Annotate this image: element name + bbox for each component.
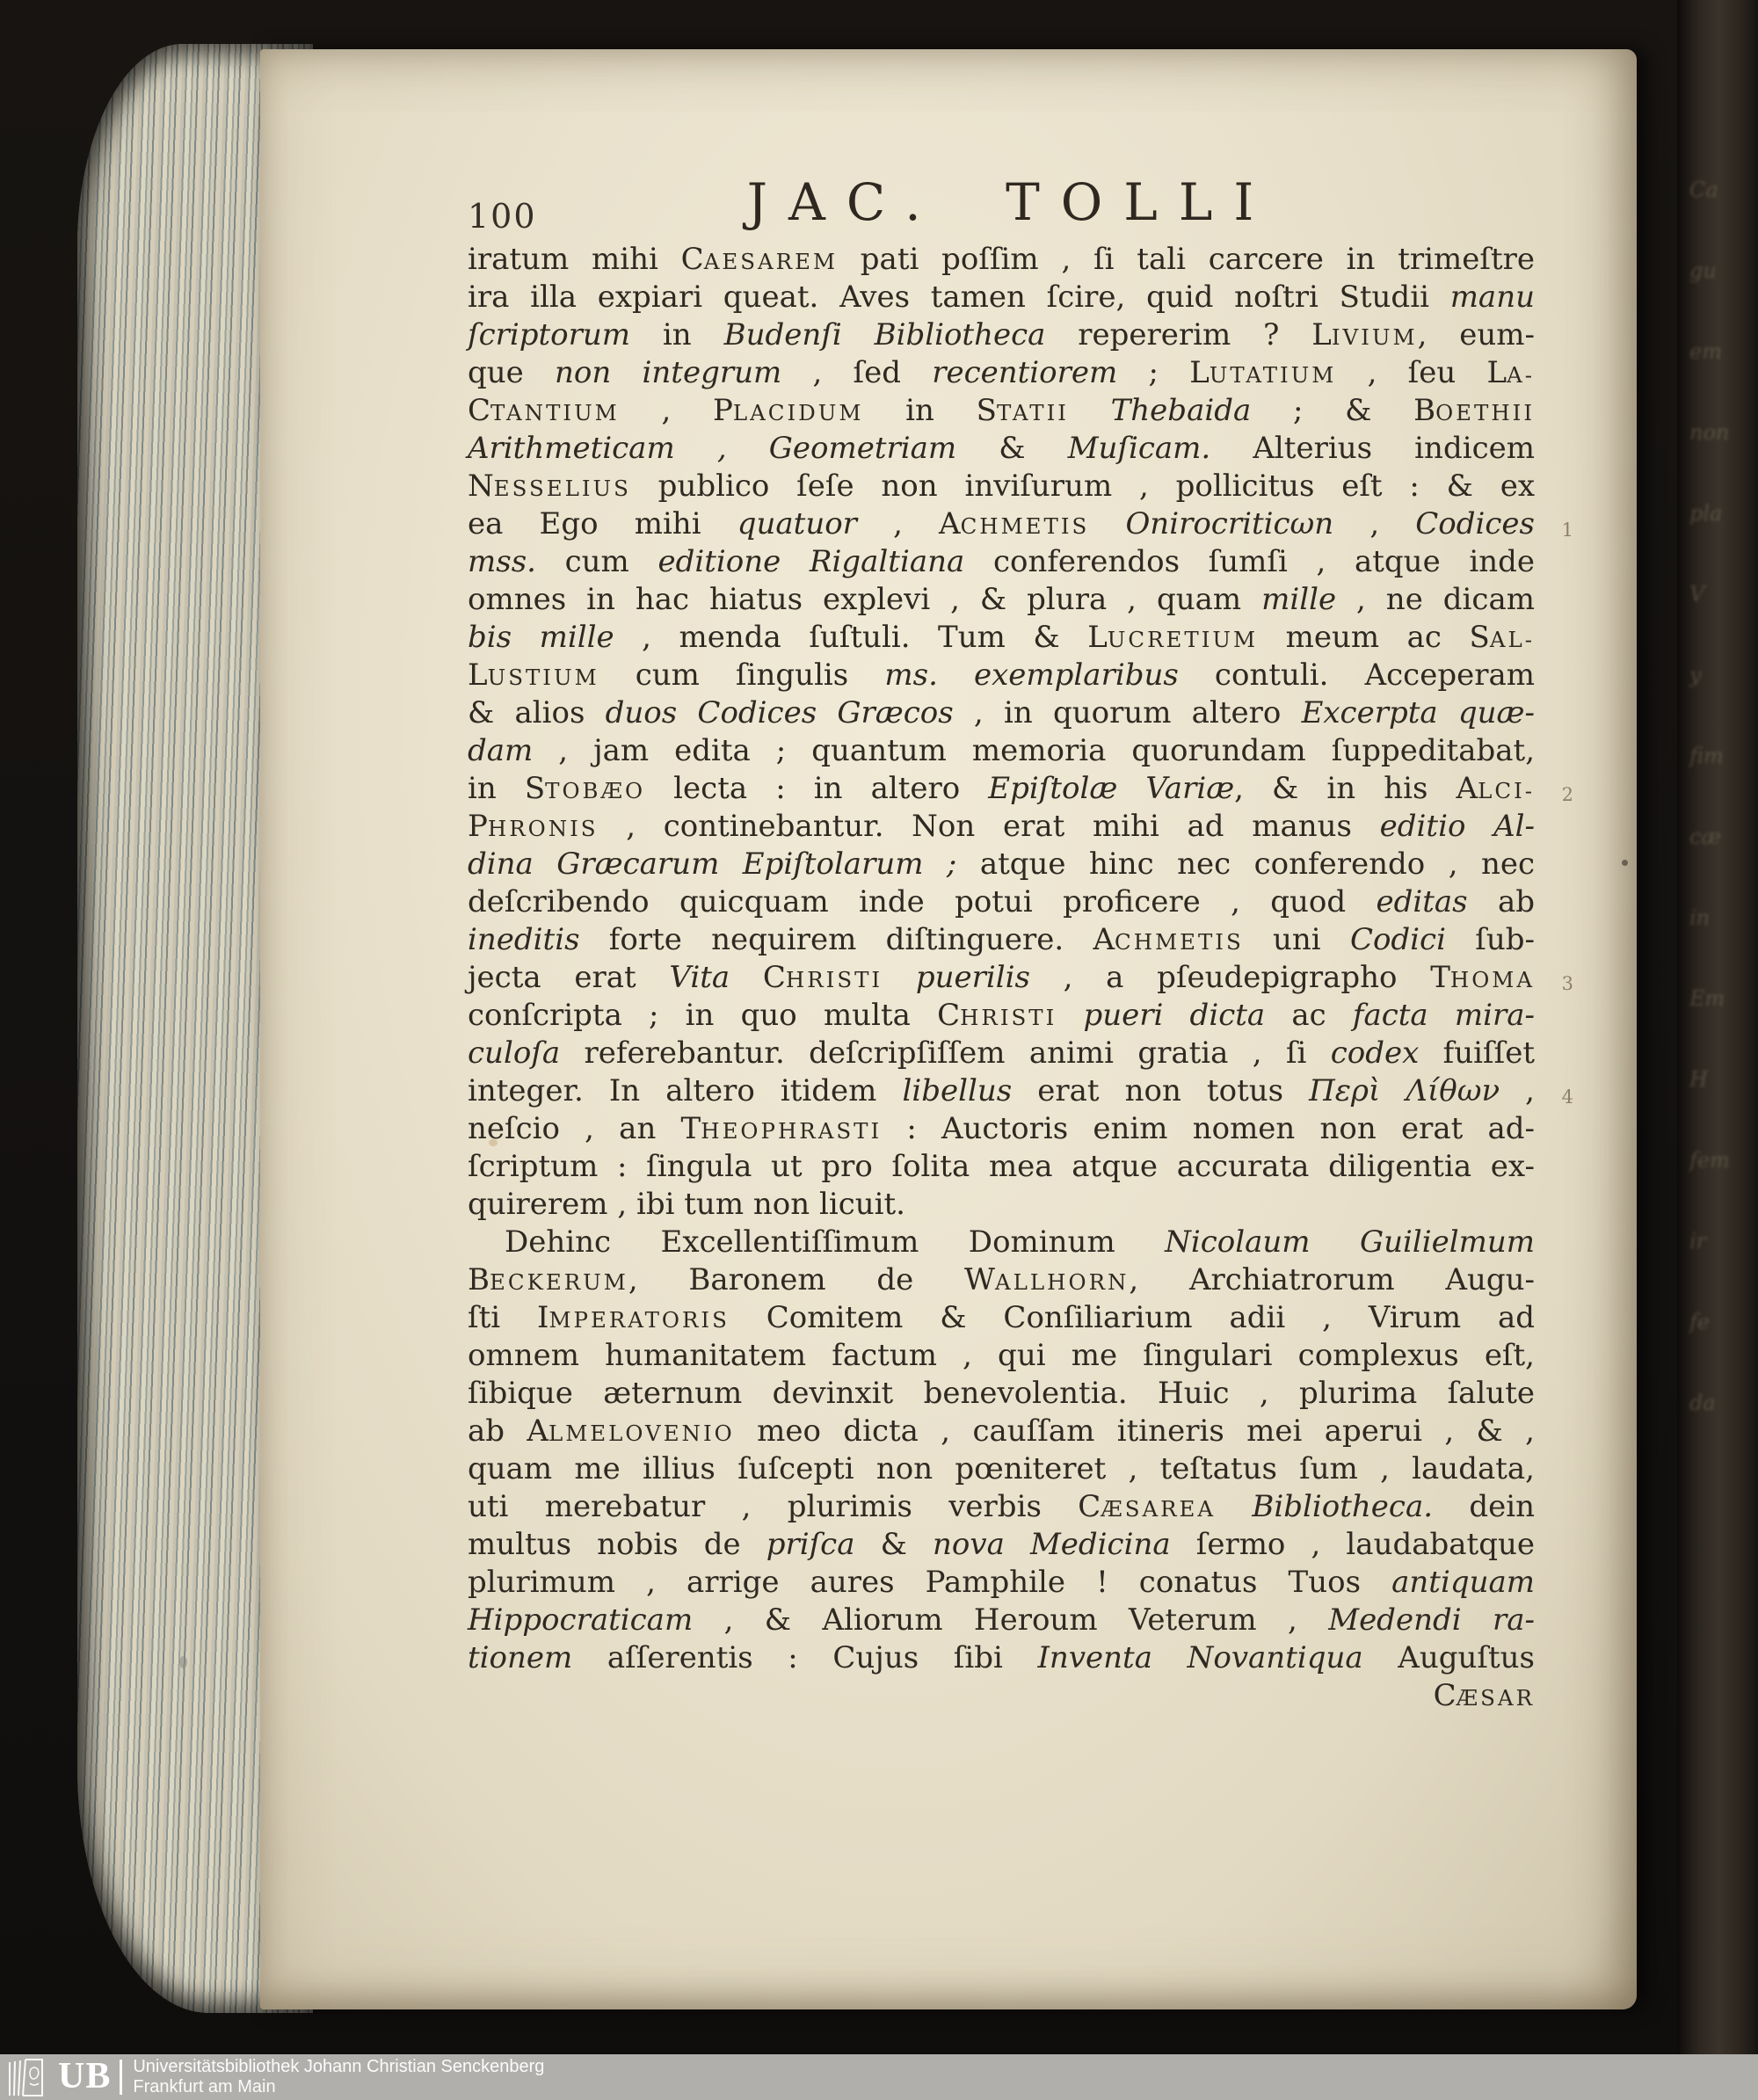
text-run: bis mille <box>468 620 614 655</box>
spaced-caps-name: T <box>680 1111 701 1146</box>
text-line <box>468 316 1535 354</box>
text-run: Muſicam. <box>1067 431 1211 466</box>
text-line <box>468 921 1535 959</box>
spaced-caps-name: UTATIUM <box>1209 362 1337 388</box>
spaced-caps-name: A- <box>1507 362 1536 388</box>
text-block <box>468 241 1573 1715</box>
text-line <box>468 1639 1535 1677</box>
text-run: referebantur. deſcripſiſſem animi gratia , ſi <box>560 1035 1331 1071</box>
text-run: mille <box>1261 582 1337 617</box>
text-line <box>468 846 1535 883</box>
spaced-caps-name: B <box>468 1262 490 1297</box>
text-run: ab <box>1467 884 1536 919</box>
margin-number: 3 <box>1561 973 1573 994</box>
text-run: forte nequirem diſtinguere. <box>579 922 1093 957</box>
text-run: Epiſtolæ Variæ <box>988 771 1235 806</box>
adjacent-page-ghost-text <box>1689 149 1742 1443</box>
text-line <box>468 883 1535 921</box>
text-run: non integrum <box>555 355 782 390</box>
text-run: , in quorum altero <box>953 695 1302 730</box>
text-line <box>468 1072 1573 1110</box>
text-run: Codices <box>1415 506 1535 541</box>
ghost-fragment: gu <box>1689 258 1717 283</box>
text-run: ac <box>1265 998 1353 1033</box>
ub-monogram: UB <box>58 2056 112 2096</box>
spaced-caps-name: LACIDUM <box>732 400 864 425</box>
text-run: aſſerentis : Cujus ſibi <box>572 1640 1038 1675</box>
text-run <box>1089 506 1125 541</box>
text-run: quirerem , ibi tum non licuit. <box>468 1187 905 1222</box>
spaced-caps-name: L <box>1486 355 1507 390</box>
text-run: , <box>1500 1073 1535 1108</box>
text-run: conferendos ſumſi , atque inde <box>964 544 1536 579</box>
ghost-fragment: fim <box>1689 744 1724 768</box>
text-run: erat non totus <box>1012 1073 1310 1108</box>
spaced-caps-name: LMELOVENIO <box>548 1421 735 1446</box>
text-run: editio Al- <box>1379 809 1535 844</box>
text-run: quatuor <box>737 506 857 541</box>
text-run: culoſa <box>468 1035 561 1071</box>
text-run: lecta : in altero <box>645 771 989 806</box>
text-line <box>468 543 1535 581</box>
text-line <box>468 581 1535 619</box>
text-run: Excerpta quæ- <box>1301 695 1535 730</box>
text-run: tionem <box>468 1640 573 1675</box>
spaced-caps-name: OETHII <box>1435 400 1535 425</box>
institution-name: Universitätsbibliothek Johann Christian Senckenberg <box>133 2057 545 2076</box>
text-run <box>1057 998 1083 1033</box>
text-run: in <box>863 393 977 428</box>
spaced-caps-name: HOMA <box>1449 967 1536 992</box>
text-run: ſti <box>468 1300 538 1335</box>
text-run: priſca <box>766 1527 855 1562</box>
ghost-fragment: ir <box>1689 1229 1707 1253</box>
text-run: ea Ego mihi <box>468 506 737 541</box>
text-run: , ſeu <box>1336 355 1487 390</box>
text-run: manu <box>1449 280 1535 315</box>
spaced-caps-name: C <box>1078 1489 1101 1524</box>
margin-number: 2 <box>1561 784 1573 805</box>
spaced-caps-name: CHMETIS <box>1115 929 1244 955</box>
text-run: ineditis <box>468 922 580 957</box>
ghost-fragment: V <box>1689 582 1705 607</box>
spaced-caps-name: LCI- <box>1478 778 1535 803</box>
spaced-caps-name: ECKERUM <box>490 1269 628 1295</box>
text-run: dam <box>468 733 534 768</box>
spaced-caps-name: A <box>1456 771 1478 806</box>
logo-divider <box>120 2060 122 2095</box>
text-line <box>468 1148 1535 1186</box>
spaced-caps-name: C <box>937 998 961 1033</box>
text-run: recentiorem <box>932 355 1118 390</box>
spaced-caps-name: TANTIUM <box>490 400 620 425</box>
text-run: , eum- <box>1417 317 1535 352</box>
text-line <box>468 1224 1535 1261</box>
text-line <box>468 1413 1535 1450</box>
text-run: multus nobis de <box>468 1527 766 1562</box>
text-line <box>468 1186 1535 1224</box>
library-logo-icon <box>7 2057 53 2097</box>
spaced-caps-name: HRONIS <box>487 816 599 841</box>
spaced-caps-name: TOBÆO <box>545 778 646 803</box>
spaced-caps-name: HEOPHRASTI <box>701 1118 883 1144</box>
spaced-caps-name: C <box>762 960 786 995</box>
text-run: cum <box>535 544 658 579</box>
text-run <box>883 960 916 995</box>
text-run: ; & <box>1251 393 1414 428</box>
text-line <box>468 430 1535 468</box>
text-run: ſibique æternum devinxit benevolentia. Huic , plurima ſalute <box>468 1376 1535 1411</box>
text-run: publico ſeſe non inviſurum , pollicitus eſt : & ex <box>630 469 1535 504</box>
running-title: JAC. TOLLI <box>746 172 1275 232</box>
text-run: & <box>956 431 1068 466</box>
spaced-caps-name: B <box>1413 393 1436 428</box>
spaced-caps-name: L <box>1311 317 1332 352</box>
text-run <box>1069 393 1111 428</box>
spaced-caps-name: W <box>964 1262 995 1297</box>
text-run: Codici <box>1349 922 1446 957</box>
text-run: Auguſtus <box>1362 1640 1535 1675</box>
text-run: atque hinc nec conferendo , nec <box>956 847 1535 882</box>
ghost-fragment: y <box>1689 663 1702 687</box>
text-line <box>468 1602 1535 1639</box>
text-run: facta mira- <box>1352 998 1536 1033</box>
dust-speck <box>179 1656 187 1668</box>
margin-number: 4 <box>1561 1086 1573 1108</box>
text-line <box>468 1564 1535 1602</box>
text-run: meum ac <box>1258 620 1470 655</box>
spaced-caps-name: A <box>527 1413 548 1449</box>
text-run: in <box>468 771 525 806</box>
text-run: Vita <box>669 960 730 995</box>
text-run: , ne dicam <box>1336 582 1535 617</box>
institution-location: Frankfurt am Main <box>133 2077 276 2096</box>
text-run: , Baronem de <box>628 1262 965 1297</box>
text-line <box>468 241 1535 279</box>
spaced-caps-name: ÆSAR <box>1456 1685 1535 1711</box>
adjacent-page-edge <box>1677 0 1758 2054</box>
spaced-caps-name: L <box>468 658 488 693</box>
text-run: ab <box>468 1413 527 1449</box>
spaced-caps-name: TATII <box>996 400 1069 425</box>
text-line <box>468 997 1535 1035</box>
text-run: Inventa Novantiqua <box>1037 1640 1363 1675</box>
ghost-fragment: non <box>1689 420 1730 445</box>
text-run: puerilis <box>915 960 1030 995</box>
text-run: ſcriptorum <box>468 317 631 352</box>
ghost-fragment: fem <box>1689 1148 1730 1173</box>
text-run: ms. exemplaribus <box>884 658 1179 693</box>
text-run: uti merebatur , plurimis verbis <box>468 1489 1079 1524</box>
text-run: : Auctoris enim nomen non erat ad- <box>882 1111 1535 1146</box>
text-run <box>1216 1489 1252 1524</box>
text-run: Hippocraticam <box>468 1602 694 1638</box>
text-run: pueri dicta <box>1083 998 1266 1033</box>
text-run: que <box>468 355 556 390</box>
ghost-fragment: Em <box>1689 986 1725 1011</box>
text-run: Onirocriticωn <box>1125 506 1334 541</box>
spaced-caps-name: L <box>1087 620 1108 655</box>
text-run: contuli. Acceperam <box>1178 658 1535 693</box>
text-line <box>468 505 1573 543</box>
text-run: repererim ? <box>1045 317 1312 352</box>
spaced-caps-name: ESSELIUS <box>493 476 631 501</box>
text-run: Nicolaum Guilielmum <box>1165 1224 1535 1260</box>
text-run: Dehinc Excellentiſſimum Dominum <box>505 1224 1166 1260</box>
text-line <box>468 279 1535 316</box>
text-run: Alterius indicem <box>1210 431 1535 466</box>
spaced-caps-name: C <box>468 393 491 428</box>
spaced-caps-name: ALLHORN <box>995 1269 1130 1295</box>
spaced-caps-name: ÆSAREA <box>1101 1496 1217 1522</box>
text-run: conſcripta ; in quo multa <box>468 998 938 1033</box>
spaced-caps-name: MPERATORIS <box>548 1307 730 1333</box>
credit-bar <box>0 2054 1758 2100</box>
text-run <box>730 960 763 995</box>
spaced-caps-name: N <box>468 469 494 504</box>
text-run: omnes in hac hiatus explevi , & plura , quam <box>468 582 1262 617</box>
text-run: ſub- <box>1445 922 1535 957</box>
text-run: Arithmeticam , Geometriam <box>468 431 957 466</box>
text-line <box>468 392 1535 430</box>
text-run: cum ſingulis <box>599 658 885 693</box>
text-run: , <box>619 393 713 428</box>
text-run: , <box>1333 506 1416 541</box>
text-line <box>468 1450 1535 1488</box>
spaced-caps-name: HRISTI <box>960 1005 1057 1030</box>
spaced-caps-name: A <box>939 506 961 541</box>
text-run: dina Græcarum Epiſtolarum ; <box>468 847 957 882</box>
spaced-caps-name: AESAREM <box>703 249 838 274</box>
text-run: iratum mihi <box>468 242 681 277</box>
spaced-caps-name: CHMETIS <box>960 513 1090 539</box>
text-line <box>468 694 1535 732</box>
text-run: integer. In altero itidem <box>468 1073 903 1108</box>
ghost-fragment: H <box>1689 1067 1708 1092</box>
text-run: & alios <box>468 695 606 730</box>
ghost-fragment: em <box>1689 339 1722 364</box>
text-run: nova Medicina <box>933 1527 1171 1562</box>
text-line <box>468 1035 1535 1072</box>
text-line <box>468 1488 1535 1526</box>
text-run: neſcio , an <box>468 1111 681 1146</box>
text-run: , & in his <box>1234 771 1457 806</box>
text-run: ſermo , laudabatque <box>1170 1527 1535 1562</box>
text-run: Comitem & Conſiliarium adii , Virum ad <box>729 1300 1535 1335</box>
text-line <box>468 1526 1535 1564</box>
text-run: codex <box>1330 1035 1420 1071</box>
text-run: Medendi ra- <box>1328 1602 1535 1638</box>
text-line <box>468 354 1535 392</box>
text-run: editione Rigaltiana <box>657 544 965 579</box>
text-run: pati poſſim , ſi tali carcere in trimeſtre <box>838 242 1535 277</box>
spaced-caps-name: AL- <box>1489 627 1535 652</box>
text-run: duos Codices Græcos <box>605 695 954 730</box>
text-line <box>468 808 1535 846</box>
spaced-caps-name: S <box>1469 620 1490 655</box>
spaced-caps-name: IVIUM <box>1331 324 1418 350</box>
text-run: meo dicta , cauſſam itineris mei aperui , & , <box>734 1413 1535 1449</box>
ghost-fragment: da <box>1689 1391 1716 1415</box>
text-line <box>468 619 1535 657</box>
margin-number: 1 <box>1561 520 1573 541</box>
spaced-caps-name: L <box>1189 355 1210 390</box>
text-run: , <box>856 506 939 541</box>
text-run: , ſed <box>781 355 933 390</box>
spaced-caps-name: T <box>1430 960 1450 995</box>
text-run: ; <box>1117 355 1190 390</box>
text-line <box>468 1337 1535 1375</box>
text-line <box>468 1299 1535 1337</box>
spaced-caps-name: C <box>680 242 704 277</box>
text-run: mss. <box>468 544 536 579</box>
text-run: editas <box>1376 884 1468 919</box>
text-run: & <box>854 1527 933 1562</box>
text-run: plurimum , arrige aures Pamphile ! conatus Tuos <box>468 1565 1392 1600</box>
spaced-caps-name: UCRETIUM <box>1107 627 1259 652</box>
text-run: in <box>630 317 724 352</box>
paper-speck <box>1622 860 1628 866</box>
spaced-caps-name: P <box>468 809 488 844</box>
spaced-caps-name: I <box>537 1300 549 1335</box>
text-line <box>468 732 1535 770</box>
spaced-caps-name: A <box>1093 922 1115 957</box>
text-run: Bibliotheca. <box>1252 1489 1434 1524</box>
ghost-fragment: in <box>1689 905 1711 930</box>
text-run: quam me illius ſuſcepti non pœniteret , teſtatus ſum , laudata, <box>468 1451 1535 1486</box>
text-run: , a pſeudepigrapho <box>1029 960 1431 995</box>
ghost-fragment: Ca <box>1689 178 1718 202</box>
text-run: ira illa expiari queat. Aves tamen ſcire, quid noſtri Studii <box>468 280 1450 315</box>
text-run: ſcriptum : ſingula ut pro ſolita mea atque accurata diligentia ex- <box>468 1149 1535 1184</box>
ghost-fragment: cæ <box>1689 825 1721 849</box>
spaced-caps-name: HRISTI <box>785 967 883 992</box>
text-line <box>468 657 1535 694</box>
page-number: 100 <box>468 197 537 236</box>
text-line <box>468 1375 1535 1413</box>
text-line <box>468 1110 1535 1148</box>
text-run: antiquam <box>1391 1565 1535 1600</box>
text-run: omnem humanitatem factum , qui me ſingulari complexus eſt, <box>468 1338 1535 1373</box>
text-run: uni <box>1243 922 1350 957</box>
text-run: Budenſi Bibliotheca <box>723 317 1046 352</box>
text-run: jecta erat <box>468 960 670 995</box>
text-run: , jam edita ; quantum memoria quorundam ſuppeditabat, <box>533 733 1535 768</box>
ghost-fragment: pla <box>1689 501 1723 526</box>
spaced-caps-name: S <box>524 771 546 806</box>
text-run: dein <box>1433 1489 1535 1524</box>
text-line <box>468 468 1535 505</box>
text-line <box>468 1677 1535 1715</box>
text-run: libellus <box>902 1073 1013 1108</box>
library-logo <box>7 2056 544 2098</box>
spaced-caps-name: C <box>1433 1678 1457 1713</box>
spaced-caps-name: S <box>976 393 997 428</box>
text-run: , Archiatrorum Augu- <box>1129 1262 1535 1297</box>
text-run: deſcribendo quicquam inde potui proficere , quod <box>468 884 1377 919</box>
text-run: , menda ſuſtuli. Tum & <box>614 620 1088 655</box>
text-run: , & Aliorum Heroum Veterum , <box>693 1602 1329 1638</box>
credit-text <box>133 2057 544 2097</box>
text-line <box>468 770 1573 808</box>
text-run: Thebaida <box>1110 393 1252 428</box>
ghost-fragment: fe <box>1689 1310 1711 1334</box>
spaced-caps-name: USTIUM <box>487 665 599 690</box>
greek-text: Περὶ Λίθων <box>1309 1073 1500 1108</box>
text-line <box>468 1261 1535 1299</box>
text-run: , continebantur. Non erat mihi ad manus <box>598 809 1380 844</box>
spaced-caps-name: P <box>712 393 733 428</box>
text-run: fuiſſet <box>1419 1035 1535 1071</box>
text-line <box>468 959 1573 997</box>
